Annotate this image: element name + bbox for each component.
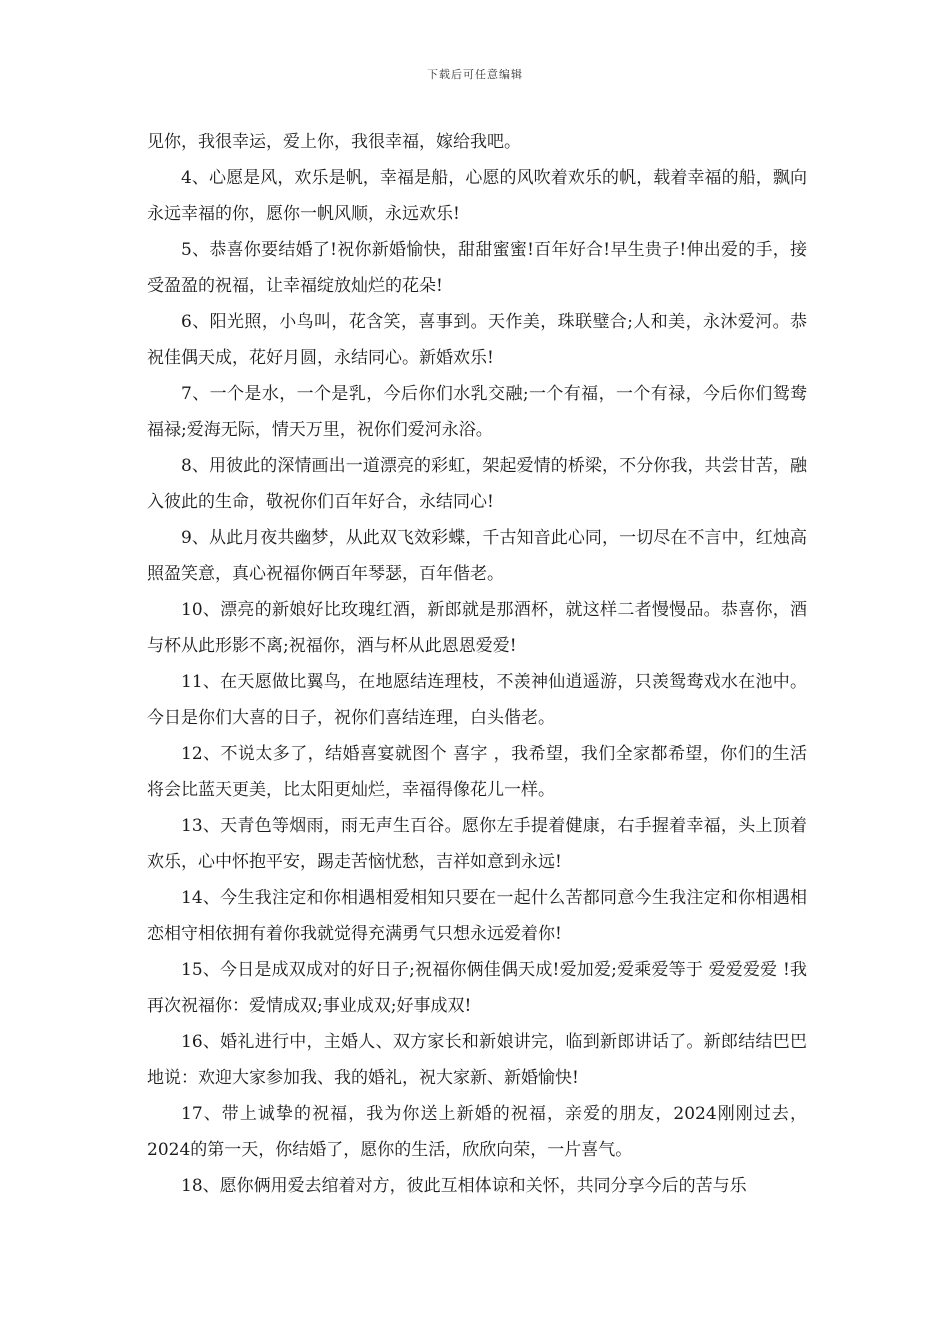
paragraph: 见你，我很幸运，爱上你，我很幸福，嫁给我吧。 [147, 132, 521, 152]
paragraph: 12、不说太多了，结婚喜宴就图个 喜字 ，我希望，我们全家都希望，你们的生活将会比蓝天更美，比太阳更灿烂，幸福得像花儿一样。 [147, 744, 807, 800]
document-body [147, 124, 807, 1204]
paragraph: 13、天青色等烟雨，雨无声生百谷。愿你左手提着健康，右手握着幸福，头上顶着欢乐，心中怀抱平安，踢走苦恼忧愁，吉祥如意到永远! [147, 816, 807, 872]
paragraph: 7、一个是水，一个是乳，今后你们水乳交融;一个有福，一个有禄，今后你们鸳鸯福禄;爱海无际，情天万里，祝你们爱河永浴。 [147, 384, 807, 440]
paragraph: 15、今日是成双成对的好日子;祝福你俩佳偶天成!爱加爱;爱乘爱等于 爱爱爱爱 !我再次祝福你：爱情成双;事业成双;好事成双! [147, 960, 807, 1016]
paragraph: 17、带上诚挚的祝福，我为你送上新婚的祝福，亲爱的朋友，2024刚刚过去，2024的第一天，你结婚了，愿你的生活，欣欣向荣，一片喜气。 [147, 1104, 807, 1160]
paragraph: 18、愿你俩用爱去绾着对方，彼此互相体谅和关怀，共同分享今后的苦与乐 [181, 1176, 747, 1196]
paragraph: 4、心愿是风，欢乐是帆，幸福是船，心愿的风吹着欢乐的帆，载着幸福的船，飘向永远幸福的你，愿你一帆风顺，永远欢乐! [147, 168, 807, 224]
paragraph: 9、从此月夜共幽梦，从此双飞效彩蝶，千古知音此心同，一切尽在不言中，红烛高照盈笑意，真心祝福你俩百年琴瑟，百年偕老。 [147, 528, 807, 584]
paragraph: 11、在天愿做比翼鸟，在地愿结连理枝，不羡神仙逍遥游，只羡鸳鸯戏水在池中。今日是你们大喜的日子，祝你们喜结连理，白头偕老。 [147, 672, 807, 728]
paragraph: 10、漂亮的新娘好比玫瑰红酒，新郎就是那酒杯，就这样二者慢慢品。恭喜你，酒与杯从此形影不离;祝福你，酒与杯从此恩恩爱爱! [147, 600, 807, 656]
paragraph: 5、恭喜你要结婚了!祝你新婚愉快，甜甜蜜蜜!百年好合!早生贵子!伸出爱的手，接受盈盈的祝福，让幸福绽放灿烂的花朵! [147, 240, 807, 296]
page-header: 下载后可任意编辑 [427, 68, 523, 81]
paragraph: 6、阳光照，小鸟叫，花含笑，喜事到。天作美，珠联璧合;人和美，永沐爱河。恭祝佳偶天成，花好月圆，永结同心。新婚欢乐! [147, 312, 807, 368]
paragraph: 8、用彼此的深情画出一道漂亮的彩虹，架起爱情的桥梁，不分你我，共尝甘苦，融入彼此的生命，敬祝你们百年好合，永结同心! [147, 456, 807, 512]
paragraph: 16、婚礼进行中，主婚人、双方家长和新娘讲完，临到新郎讲话了。新郎结结巴巴地说：欢迎大家参加我、我的婚礼，祝大家新、新婚愉快! [147, 1032, 807, 1088]
paragraph: 14、今生我注定和你相遇相爱相知只要在一起什么苦都同意今生我注定和你相遇相恋相守相依拥有着你我就觉得充满勇气只想永远爱着你! [147, 888, 807, 944]
